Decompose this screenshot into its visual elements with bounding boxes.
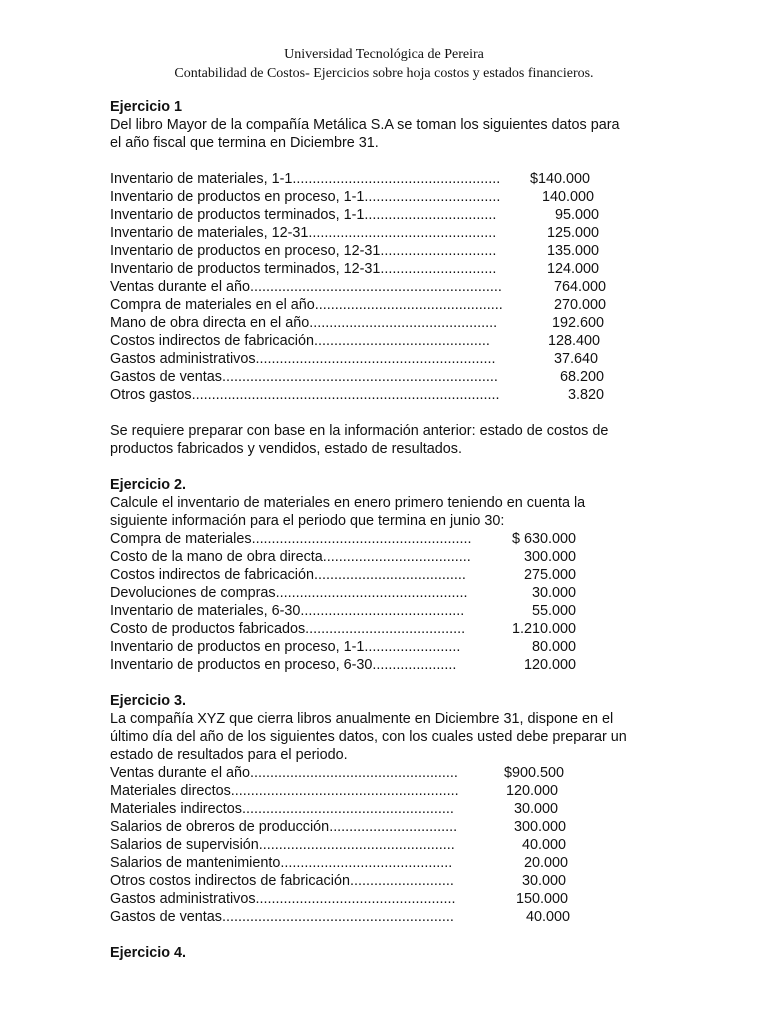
item-value: 37.640	[553, 351, 598, 367]
item-label: Costos indirectos de fabricación............................................	[110, 333, 490, 349]
list-item	[110, 296, 610, 314]
item-label: Inventario de productos terminados, 1-1.................................	[110, 207, 497, 223]
item-label: Otros gastos.............................................................................	[110, 387, 500, 403]
item-label: Materiales indirectos.....................................................	[110, 801, 454, 817]
item-label: Inventario de productos terminados, 12-31.............................	[110, 261, 497, 277]
item-value: 20.000	[523, 855, 568, 871]
list-item	[110, 350, 610, 368]
item-value: 192.600	[551, 315, 604, 331]
item-label: Costo de productos fabricados........................................	[110, 621, 466, 637]
exercise-3-intro: La compañía XYZ que cierra libros anualmente en Diciembre 31, dispone en el último día del año de los siguientes datos, con los cuales usted debe preparar un estado de resultados para el periodo.	[110, 711, 627, 763]
item-value: 68.200	[559, 369, 604, 385]
list-item	[110, 260, 610, 278]
item-value: 300.000	[513, 819, 566, 835]
list-item	[110, 188, 610, 206]
item-label: Salarios de mantenimiento...........................................	[110, 855, 453, 871]
course-subtitle: Contabilidad de Costos- Ejercicios sobre hoja costos y estados financieros.	[174, 66, 594, 81]
item-label: Inventario de productos en proceso, 12-31.............................	[110, 243, 497, 259]
item-label: Gastos administrativos..................................................	[110, 891, 456, 907]
item-label: Inventario de materiales, 6-30.........................................	[110, 603, 465, 619]
item-label: Inventario de productos en proceso, 1-1........................	[110, 639, 461, 655]
item-label: Salarios de obreros de producción................................	[110, 819, 458, 835]
item-value: 764.000	[553, 279, 606, 295]
item-label: Costo de la mano de obra directa.....................................	[110, 549, 471, 565]
document-header	[0, 45, 768, 83]
item-value: 125.000	[546, 225, 599, 241]
item-label: Ventas durante el año...............................................................	[110, 279, 502, 295]
item-label: Gastos de ventas.....................................................................	[110, 369, 498, 385]
item-label: Gastos administrativos............................................................	[110, 351, 496, 367]
item-value: 95.000	[554, 207, 599, 223]
item-value: $140.000	[530, 171, 591, 187]
item-value: 3.820	[567, 387, 604, 403]
exercise-2-list	[110, 530, 610, 674]
list-item	[110, 242, 610, 260]
item-value: 150.000	[515, 891, 568, 907]
list-item	[110, 170, 610, 188]
item-value: 30.000	[513, 801, 558, 817]
list-item	[110, 908, 610, 926]
item-value: $ 630.000	[511, 531, 576, 547]
list-item	[110, 566, 610, 584]
list-item	[110, 368, 610, 386]
item-value: 128.400	[547, 333, 600, 349]
item-value: $900.500	[503, 765, 564, 781]
exercise-4-title: Ejercicio 4.	[110, 945, 186, 961]
list-item	[110, 854, 610, 872]
list-item	[110, 206, 610, 224]
item-value: 140.000	[541, 189, 594, 205]
list-item	[110, 224, 610, 242]
list-item	[110, 620, 610, 638]
item-value: 300.000	[523, 549, 576, 565]
item-value: 80.000	[531, 639, 576, 655]
list-item	[110, 890, 610, 908]
list-item	[110, 530, 610, 548]
item-label: Gastos de ventas..........................................................	[110, 909, 454, 925]
item-label: Costos indirectos de fabricación......................................	[110, 567, 466, 583]
list-item	[110, 872, 610, 890]
exercise-1-title: Ejercicio 1	[110, 99, 182, 115]
document-body	[110, 98, 670, 962]
item-label: Inventario de materiales, 12-31...............................................	[110, 225, 497, 241]
item-value: 30.000	[521, 873, 566, 889]
item-label: Ventas durante el año....................................................	[110, 765, 458, 781]
list-item	[110, 656, 610, 674]
list-item	[110, 836, 610, 854]
university-name: Universidad Tecnológica de Pereira	[284, 47, 484, 62]
item-label: Compra de materiales.......................................................	[110, 531, 472, 547]
exercise-2-title: Ejercicio 2.	[110, 477, 186, 493]
list-item	[110, 800, 610, 818]
exercise-3-title: Ejercicio 3.	[110, 693, 186, 709]
exercise-1-requirement: Se requiere preparar con base en la información anterior: estado de costos de productos fabricados y vendidos, estado de resultados.	[110, 423, 609, 457]
item-value: 120.000	[505, 783, 558, 799]
list-item	[110, 314, 610, 332]
item-label: Materiales directos.........................................................	[110, 783, 459, 799]
list-item	[110, 548, 610, 566]
list-item	[110, 782, 610, 800]
item-value: 1.210.000	[511, 621, 576, 637]
item-value: 135.000	[546, 243, 599, 259]
list-item	[110, 764, 610, 782]
item-value: 120.000	[523, 657, 576, 673]
list-item	[110, 638, 610, 656]
item-value: 55.000	[531, 603, 576, 619]
item-label: Mano de obra directa en el año...............................................	[110, 315, 498, 331]
list-item	[110, 332, 610, 350]
item-label: Salarios de supervisión.................................................	[110, 837, 455, 853]
exercise-1-list	[110, 170, 610, 404]
exercise-2-intro: Calcule el inventario de materiales en enero primero teniendo en cuenta la siguiente información para el periodo que termina en junio 30:	[110, 495, 586, 529]
item-label: Compra de materiales en el año...............................................	[110, 297, 503, 313]
item-value: 30.000	[531, 585, 576, 601]
item-value: 270.000	[553, 297, 606, 313]
list-item	[110, 278, 610, 296]
item-label: Devoluciones de compras................................................	[110, 585, 468, 601]
item-label: Inventario de productos en proceso, 1-1..................................	[110, 189, 501, 205]
item-value: 275.000	[523, 567, 576, 583]
item-label: Otros costos indirectos de fabricación..........................	[110, 873, 454, 889]
item-value: 40.000	[525, 909, 570, 925]
list-item	[110, 584, 610, 602]
item-label: Inventario de materiales, 1-1....................................................	[110, 171, 501, 187]
list-item	[110, 818, 610, 836]
exercise-3-list	[110, 764, 610, 926]
exercise-1-intro: Del libro Mayor de la compañía Metálica S.A se toman los siguientes datos para el año fiscal que termina en Diciembre 31.	[110, 117, 620, 151]
list-item	[110, 602, 610, 620]
item-value: 124.000	[546, 261, 599, 277]
item-value: 40.000	[521, 837, 566, 853]
item-label: Inventario de productos en proceso, 6-30.....................	[110, 657, 457, 673]
list-item	[110, 386, 610, 404]
